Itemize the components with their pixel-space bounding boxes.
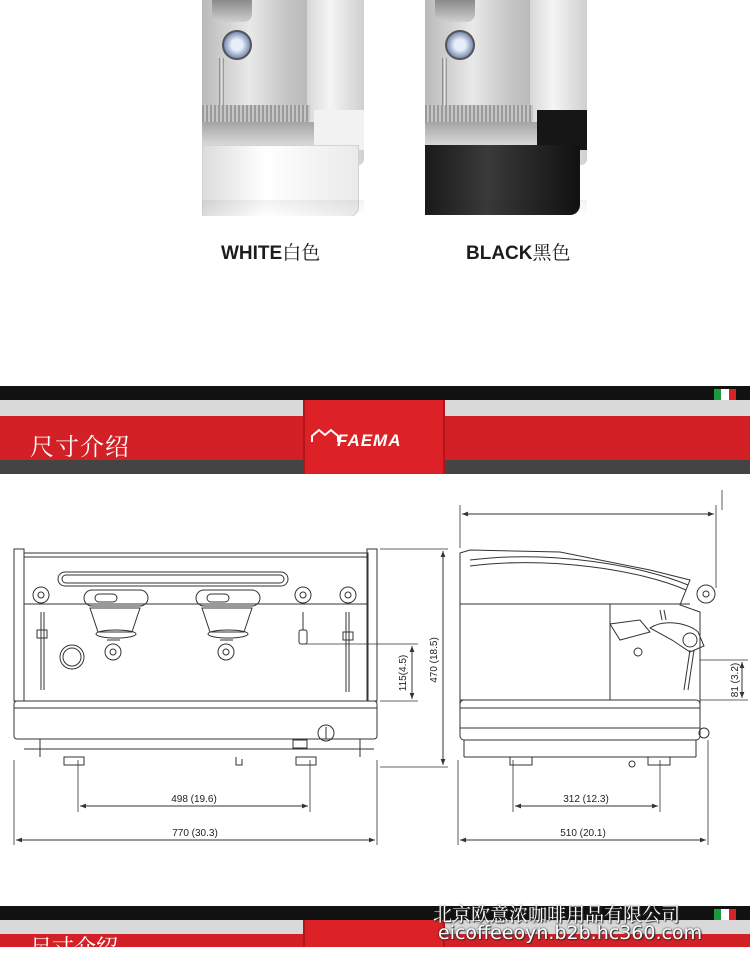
dim-side-inner: 312 (12.3) xyxy=(563,794,609,805)
bottom-section-title: 尺寸介绍 xyxy=(30,936,119,961)
faema-logo-text: FAEMA xyxy=(337,431,402,450)
black-machine-photo xyxy=(425,0,587,216)
italy-flag-icon xyxy=(714,389,736,400)
section-title: 尺寸介绍 xyxy=(30,433,130,461)
dim-tray-height: 81 (3.2) xyxy=(730,662,741,698)
dim-side-total: 510 (20.1) xyxy=(560,828,606,839)
faema-logo-icon xyxy=(311,428,339,444)
white-machine-photo xyxy=(202,0,364,216)
side-view xyxy=(460,550,715,767)
black-color-label: BLACK黑色 xyxy=(466,243,571,264)
white-color-label: WHITE白色 xyxy=(221,243,321,264)
dim-total-height: 470 (18.5) xyxy=(429,637,440,683)
bottom-italy-flag-icon xyxy=(714,909,736,920)
watermark-url: eicoffeeoyn.b2b.hc360.com xyxy=(438,922,703,944)
dim-front-inner: 498 (19.6) xyxy=(171,794,217,805)
dim-front-total: 770 (30.3) xyxy=(172,828,218,839)
dim-cup-height: 115(4.5) xyxy=(398,654,409,692)
dimension-drawing xyxy=(0,480,750,880)
banner-top-stripe xyxy=(0,386,750,400)
front-view xyxy=(14,549,377,765)
bottom-logo-box xyxy=(303,920,445,947)
watermark-company: 北京欧意浓咖啡用品有限公司 xyxy=(433,904,681,926)
